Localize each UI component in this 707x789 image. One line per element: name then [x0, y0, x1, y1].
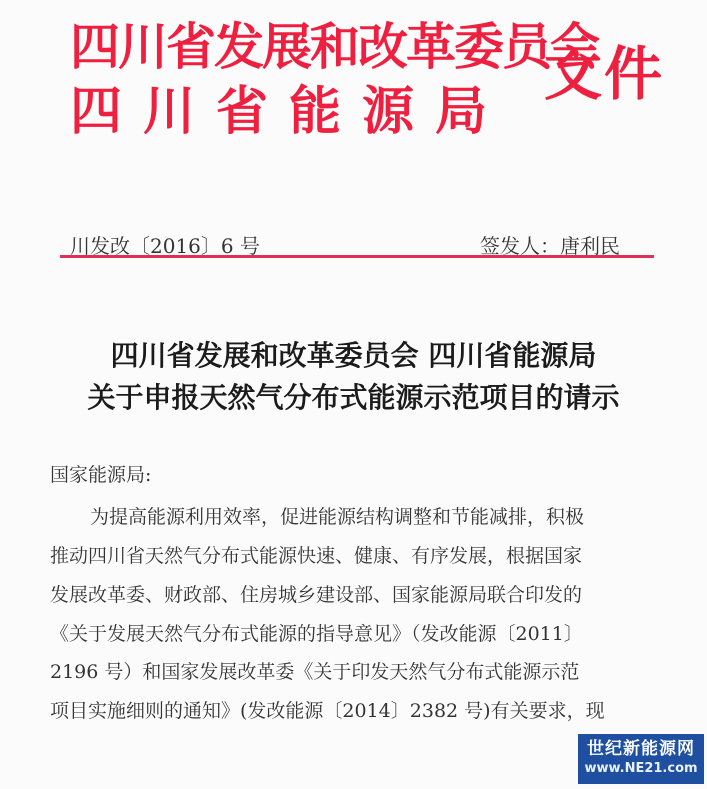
issuer-line-1: 四川省发展和改革委员会	[70, 18, 598, 76]
watermark-title: 世纪新能源网	[587, 739, 695, 759]
paragraph-line: 2196 号）和国家发展改革委《关于印发天然气分布式能源示范	[50, 661, 580, 683]
red-divider	[60, 255, 654, 258]
paragraph-line: 发展改革委、财政部、住房城乡建设部、国家能源局联合印发的	[50, 584, 583, 606]
document-title-line-2: 关于申报天然气分布式能源示范项目的请示	[87, 381, 620, 414]
document-title-line-1: 四川省发展和改革委员会 四川省能源局	[110, 339, 597, 372]
doc-number: 川发改〔2016〕6 号	[70, 234, 260, 258]
signatory: 签发人：唐利民	[480, 234, 620, 258]
document-word: 文件	[544, 40, 665, 108]
paragraph-line: 推动四川省天然气分布式能源快速、健康、有序发展，根据国家	[50, 545, 583, 567]
paragraph-line: 项目实施细则的通知》(发改能源〔2014〕2382 号)有关要求，现	[50, 700, 605, 722]
issuer-line-2: 四川省能源局	[70, 82, 509, 142]
salutation: 国家能源局:	[50, 464, 152, 486]
watermark-url: www.NE21.com	[584, 761, 698, 776]
site-watermark	[578, 734, 704, 784]
paragraph-line: 《关于发展天然气分布式能源的指导意见》（发改能源〔2011〕	[50, 623, 583, 645]
paragraph-line: 为提高能源利用效率，促进能源结构调整和节能减排，积极	[90, 506, 585, 528]
